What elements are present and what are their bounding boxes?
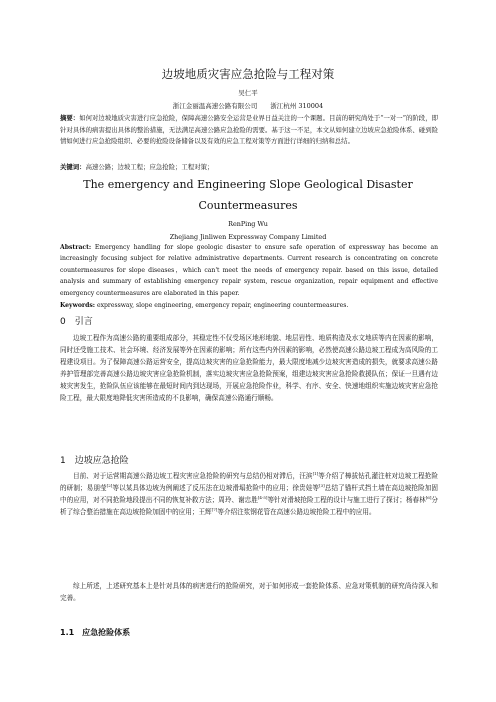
paper-title-en-line2: Countermeasures — [198, 199, 298, 212]
section-heading-emergency-repair: 1 边坡应急抢险 — [60, 456, 129, 466]
keywords-en-label: Keywords: — [60, 302, 96, 309]
section-heading-introduction: 0 引言 — [60, 317, 93, 327]
citation: [4-5] — [257, 494, 268, 500]
author-en: RenPing Wu — [228, 220, 268, 228]
abstract-cn-label: 摘要： — [60, 114, 80, 122]
abstract-en-label: Abstract: — [60, 244, 92, 251]
citation: [7] — [211, 506, 218, 512]
keywords-cn-text: 高速公路；边坡工程；应急抢险；工程对策； — [85, 163, 214, 171]
keywords-cn — [60, 162, 438, 174]
affiliation-cn: 浙江金丽温高速公路有限公司 浙江杭州 310004 — [172, 102, 324, 110]
text-run: 目前、对于运营期高速公路边坡工程灾害应急抢险的研究与总结仍相对滞后，汪滨 — [73, 472, 313, 480]
abstract-en-text: Emergency handling for slope geologic disaster to ensure safe operation of expressway has become an increasingly focusing subject for relative administrative departments. Current research is concentrating on concrete countermeasures for slope diseases，which can't meet the needs of emergency repair. based on this issue, detailed analysis and summary of establishing emergency repair system, rescue organization, repair equipment and effective emergency countermeasures are elaborated in this paper. — [60, 244, 439, 297]
section-emergency-repair-paragraph-2: 综上所述，上述研究基本上是针对具体的病害进行的抢险研究，对于如何形成一套抢险体系、应急对策机制的研究尚待深入和完善。 — [60, 582, 438, 602]
paper-title-cn: 边坡地质灾害应急抢险与工程对策 — [161, 67, 335, 81]
subsection-heading-repair-system: 1.1 应急抢险体系 — [60, 628, 131, 637]
abstract-en — [60, 242, 438, 299]
keywords-en-text: expressway, slope engineering, emergency repair, engineering countermeasures. — [96, 302, 349, 309]
section-emergency-repair-paragraph-1 — [60, 471, 438, 519]
text-run: 等介绍注浆钢花管在高速公路边坡抢险工程中的应用。 — [217, 507, 376, 516]
text-run: 等介绍了樟拔钻孔灌注桩对边坡工程抢险的研制；易朋莹 — [60, 472, 439, 492]
paper-title-en-line1: The emergency and Engineering Slope Geological Disaster — [83, 178, 413, 191]
author-cn: 吴仁平 — [238, 89, 258, 97]
abstract-cn-text: 如何对边坡地质灾害进行应急抢险，保障高速公路安全运营是业界日益关注的一个课题。目前的研究尚处于“一对一”的阶段，即针对具体的病害提出具体的整治措施，无法满足高速公路应急抢险的需要。基于这一不足，本文从如何建立边坡应急抢险体系、碰到险情如何进行应急抢险组织、必要的抢险设备储备以及有效的应急工程对策等方面进行详细的归纳和总结。 — [60, 114, 438, 146]
text-run: 分析了综合整治措施在高边坡抢险加固中的应用；王辉 — [60, 495, 439, 516]
citation: [2] — [106, 482, 113, 488]
citation: [6] — [425, 494, 432, 500]
abstract-cn — [60, 113, 438, 148]
citation: [1] — [312, 470, 319, 476]
text-run: 总结了锚杆式挡土墙在高边坡抢险加固中的应用，对不同抢险地段提出不同的恢复补救方法；周玲、谢忠胜 — [60, 483, 439, 504]
section-introduction-body: 边坡工程作为高速公路的重要组成部分，其稳定性不仅受场区地形地貌、地层岩性、地质构造及水文地质等内在因素的影响，同时还受施工技术、社会环境、经济发展等外在因素的影响；所有这些内外因素的影响，必然使高速公路边坡工程成为高风险的工程建设项目。为了保障高速公路运营安全，提高边坡灾害的应急抢险能力，最大限度地减少边坡灾害造成的损失，就要求高速公路养护管理部完善高速公路边坡灾害应急抢险机制，落实边坡灾害应急抢险预案，组建边坡灾害应急抢险救援队伍；保证一旦遇有边坡灾害发生，抢险队伍应该能够在最短时间内到达现场，开展应急抢险作业，科学、有序、安全、快速地组织实施边坡灾害应急抢险工程，最大限度地降低灾害所造成的不良影响，确保高速公路通行顺畅。 — [60, 334, 438, 402]
keywords-cn-label: 关键词： — [60, 163, 86, 171]
text-run: 等以某具体边坡为例阐述了反压法在边坡滑塌抢险中的应用；徐贵娃等 — [112, 483, 320, 492]
affiliation-en: Zhejiang Jinliwen Expressway Company Limited — [169, 233, 327, 241]
text-run: 等针对滑坡抢险工程的设计与施工进行了探讨；杨春林 — [267, 495, 426, 504]
keywords-en — [60, 300, 438, 312]
citation: [3] — [319, 482, 325, 488]
